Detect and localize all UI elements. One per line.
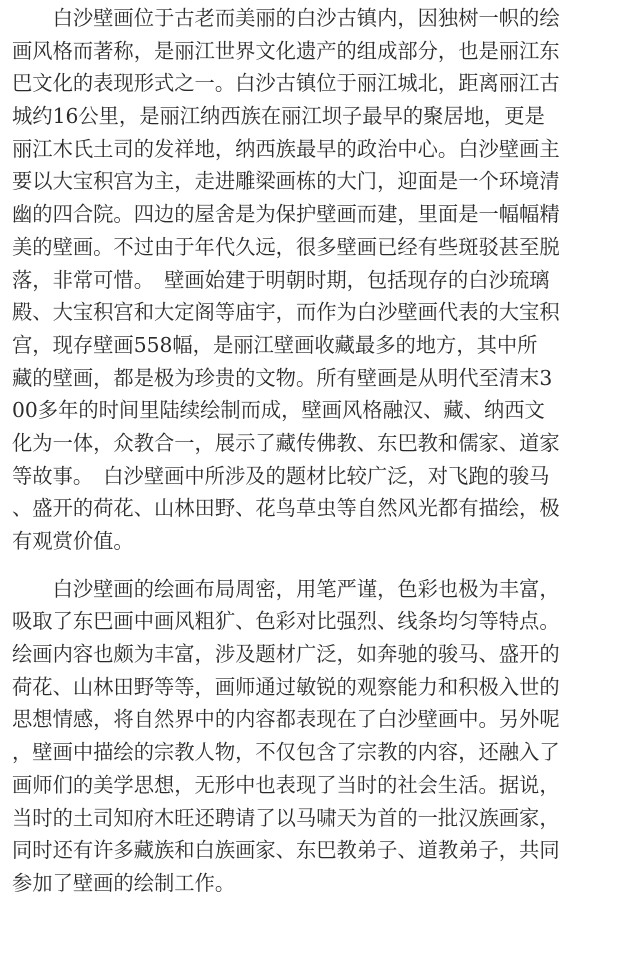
text-line: 化为一体，众教合一，展示了藏传佛教、东巴教和儒家、道家: [12, 430, 560, 455]
text-line: 绘画内容也颇为丰富，涉及题材广泛，如奔驰的骏马、盛开的: [12, 642, 560, 667]
text-line: 落，非常可惜。 壁画始建于明朝时期，包括现存的白沙琉璃: [12, 267, 550, 292]
text-line: 有观赏价值。: [12, 529, 134, 553]
text-line: ，壁画中描绘的宗教人物，不仅包含了宗教的内容，还融入了: [12, 740, 560, 765]
text-line: 巴文化的表现形式之一。白沙古镇位于丽江城北，距离丽江古: [12, 71, 560, 96]
text-line: 参加了壁画的绘制工作。: [12, 870, 236, 895]
paragraph-1: [12, 0, 630, 558]
text-line: 城约16公里，是丽江纳西族在丽江坝子最早的聚居地，更是: [12, 104, 545, 129]
document-page: [12, 0, 630, 900]
text-line: 荷花、山林田野等等，画师通过敏锐的观察能力和积极入世的: [12, 674, 560, 699]
text-line: 同时还有许多藏族和白族画家、东巴教弟子、道教弟子，共同: [12, 838, 560, 863]
text-line: 、盛开的荷花、山林田野、花鸟草虫等自然风光都有描绘，极: [12, 496, 560, 521]
text-line: 殿、大宝积宫和大定阁等庙宇，而作为白沙壁画代表的大宝积: [12, 300, 560, 325]
text-line: 吸取了东巴画中画风粗犷、色彩对比强烈、线条均匀等特点。: [12, 609, 560, 634]
text-line: 画师们的美学思想，无形中也表现了当时的社会生活。据说，: [12, 772, 560, 797]
text-line: 藏的壁画，都是极为珍贵的文物。所有壁画是从明代至清末3: [12, 365, 553, 390]
text-line: 等故事。 白沙壁画中所涉及的题材比较广泛，对飞跑的骏马: [12, 463, 550, 488]
text-line: 当时的土司知府木旺还聘请了以马啸天为首的一批汉族画家，: [12, 805, 560, 830]
text-line: 要以大宝积宫为主，走进雕梁画栋的大门，迎面是一个环境清: [12, 169, 560, 194]
text-line: 00多年的时间里陆续绘制而成，壁画风格融汉、藏、纳西文: [12, 398, 545, 423]
paragraph-2: [12, 573, 630, 900]
text-line: 宫，现存壁画558幅，是丽江壁画收藏最多的地方，其中所: [12, 332, 538, 357]
text-line: 幽的四合院。四边的屋舍是为保护壁画而建，里面是一幅幅精: [12, 202, 560, 227]
text-line: 思想情感，将自然界中的内容都表现在了白沙壁画中。另外呢: [12, 707, 560, 732]
text-line: 美的壁画。不过由于年代久远，很多壁画已经有些斑驳甚至脱: [12, 234, 560, 259]
text-line: 画风格而著称，是丽江世界文化遗产的组成部分，也是丽江东: [12, 38, 560, 63]
text-line: 白沙壁画的绘画布局周密，用笔严谨，色彩也极为丰富，: [12, 576, 560, 601]
text-line: 白沙壁画位于古老而美丽的白沙古镇内，因独树一帜的绘: [12, 6, 560, 30]
text-line: 丽江木氏土司的发祥地，纳西族最早的政治中心。白沙壁画主: [12, 136, 560, 161]
